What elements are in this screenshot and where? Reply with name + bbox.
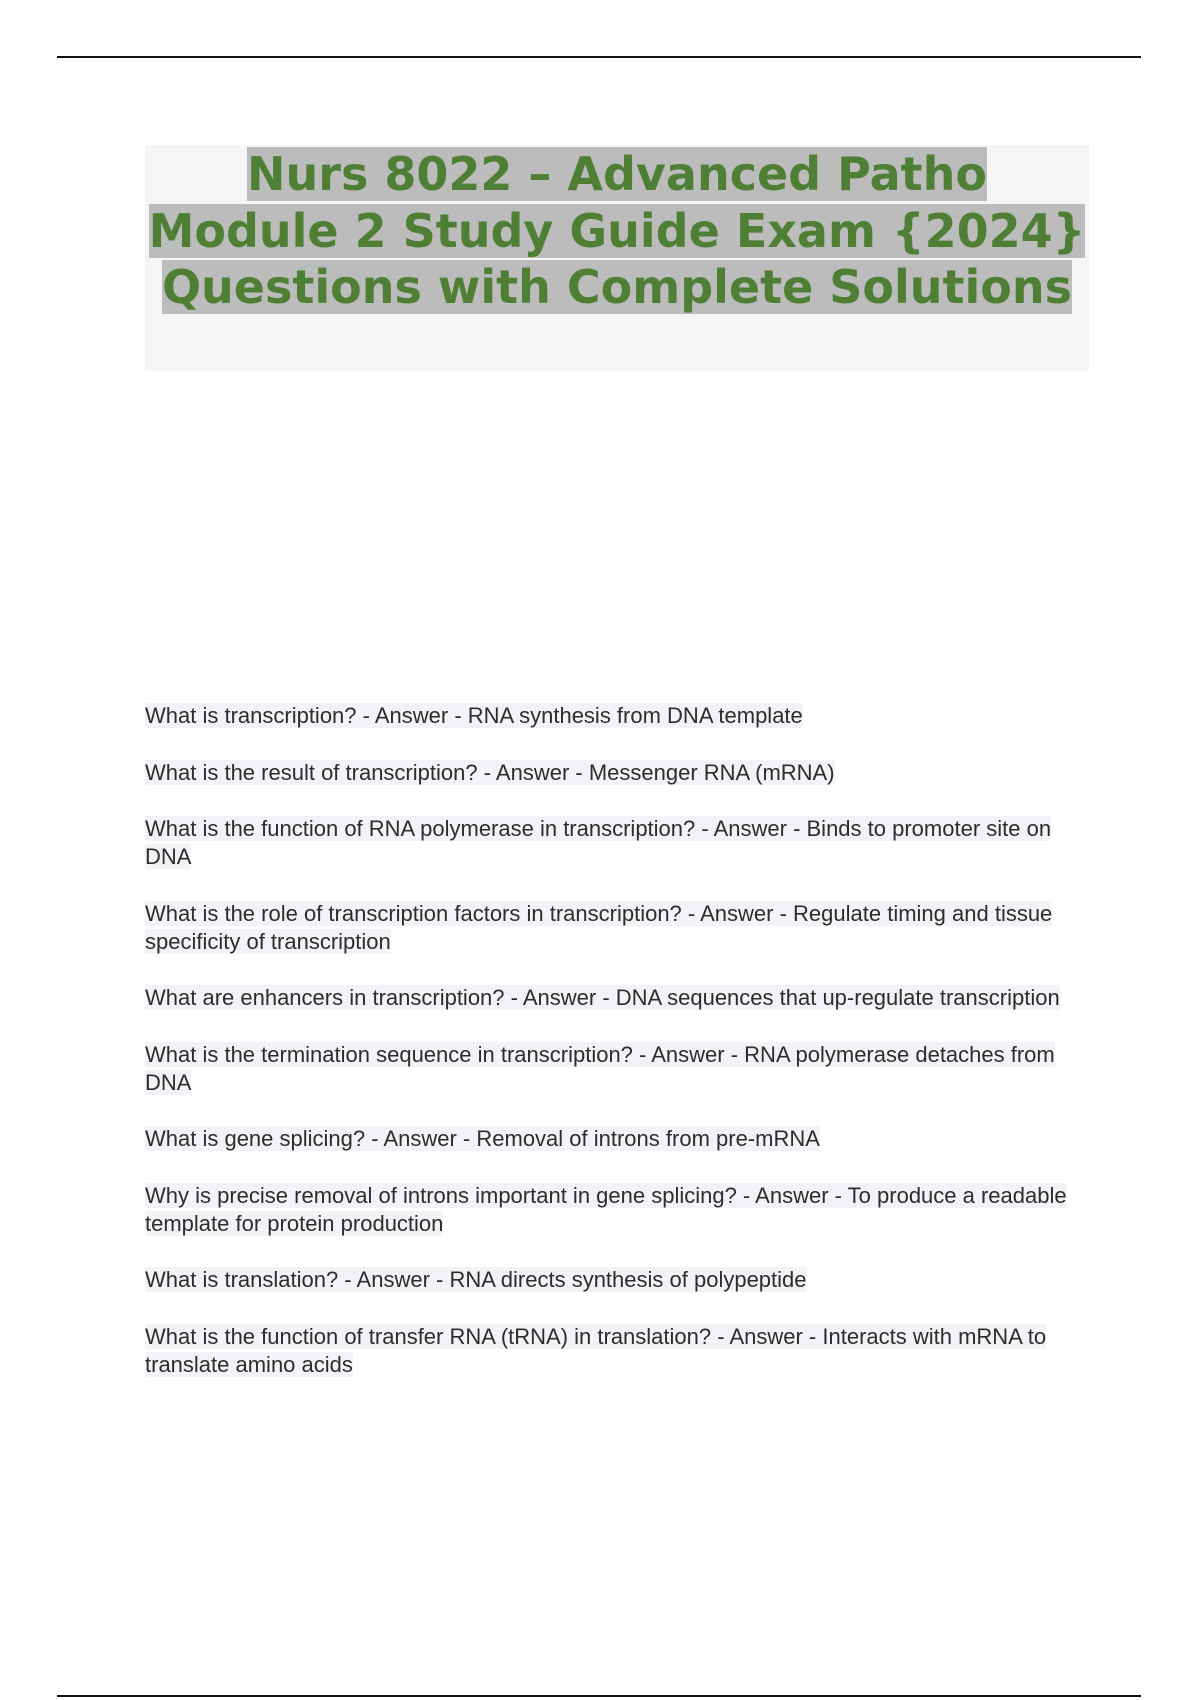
qa-list [145,702,1075,1407]
qa-item-text: What is the function of RNA polymerase in transcription? - Answer - Binds to promoter site on DNA [145,816,1052,869]
qa-item-text: What is the function of transfer RNA (tRNA) in translation? - Answer - Interacts with mRNA to translate amino acids [145,1323,1047,1377]
qa-item [145,1041,1075,1097]
page-top-rule [57,56,1141,58]
qa-item-text: Why is precise removal of introns important in gene splicing? - Answer - To produce a readable template for protein production [145,1182,1067,1236]
qa-item-text: What is gene splicing? - Answer - Removal of introns from pre-mRNA [145,1126,820,1151]
qa-item [145,984,1075,1012]
qa-item [145,759,1075,787]
qa-item [145,1266,1075,1294]
qa-item-text: What are enhancers in transcription? - Answer - DNA sequences that up-regulate transcription [145,985,1060,1010]
qa-item [145,815,1075,871]
qa-item [145,1323,1075,1379]
qa-item-text: What is translation? - Answer - RNA directs synthesis of polypeptide [145,1267,807,1292]
qa-item-text: What is the result of transcription? - Answer - Messenger RNA (mRNA) [145,759,835,785]
document-title [145,146,1089,316]
qa-item [145,900,1075,956]
title-block [145,145,1089,371]
qa-item [145,1125,1075,1153]
qa-item-text: What is the termination sequence in transcription? - Answer - RNA polymerase detaches from DNA [145,1041,1055,1095]
page-bottom-rule [57,1695,1141,1697]
qa-item [145,1182,1075,1238]
document-title-text: Nurs 8022 – Advanced Patho Module 2 Study Guide Exam {2024} Questions with Complete Solutions [148,147,1086,314]
qa-item-text: What is transcription? - Answer - RNA synthesis from DNA template [145,703,803,728]
qa-item-text: What is the role of transcription factors in transcription? - Answer - Regulate timing and tissue specificity of transcription [145,900,1053,954]
qa-item [145,702,1075,730]
